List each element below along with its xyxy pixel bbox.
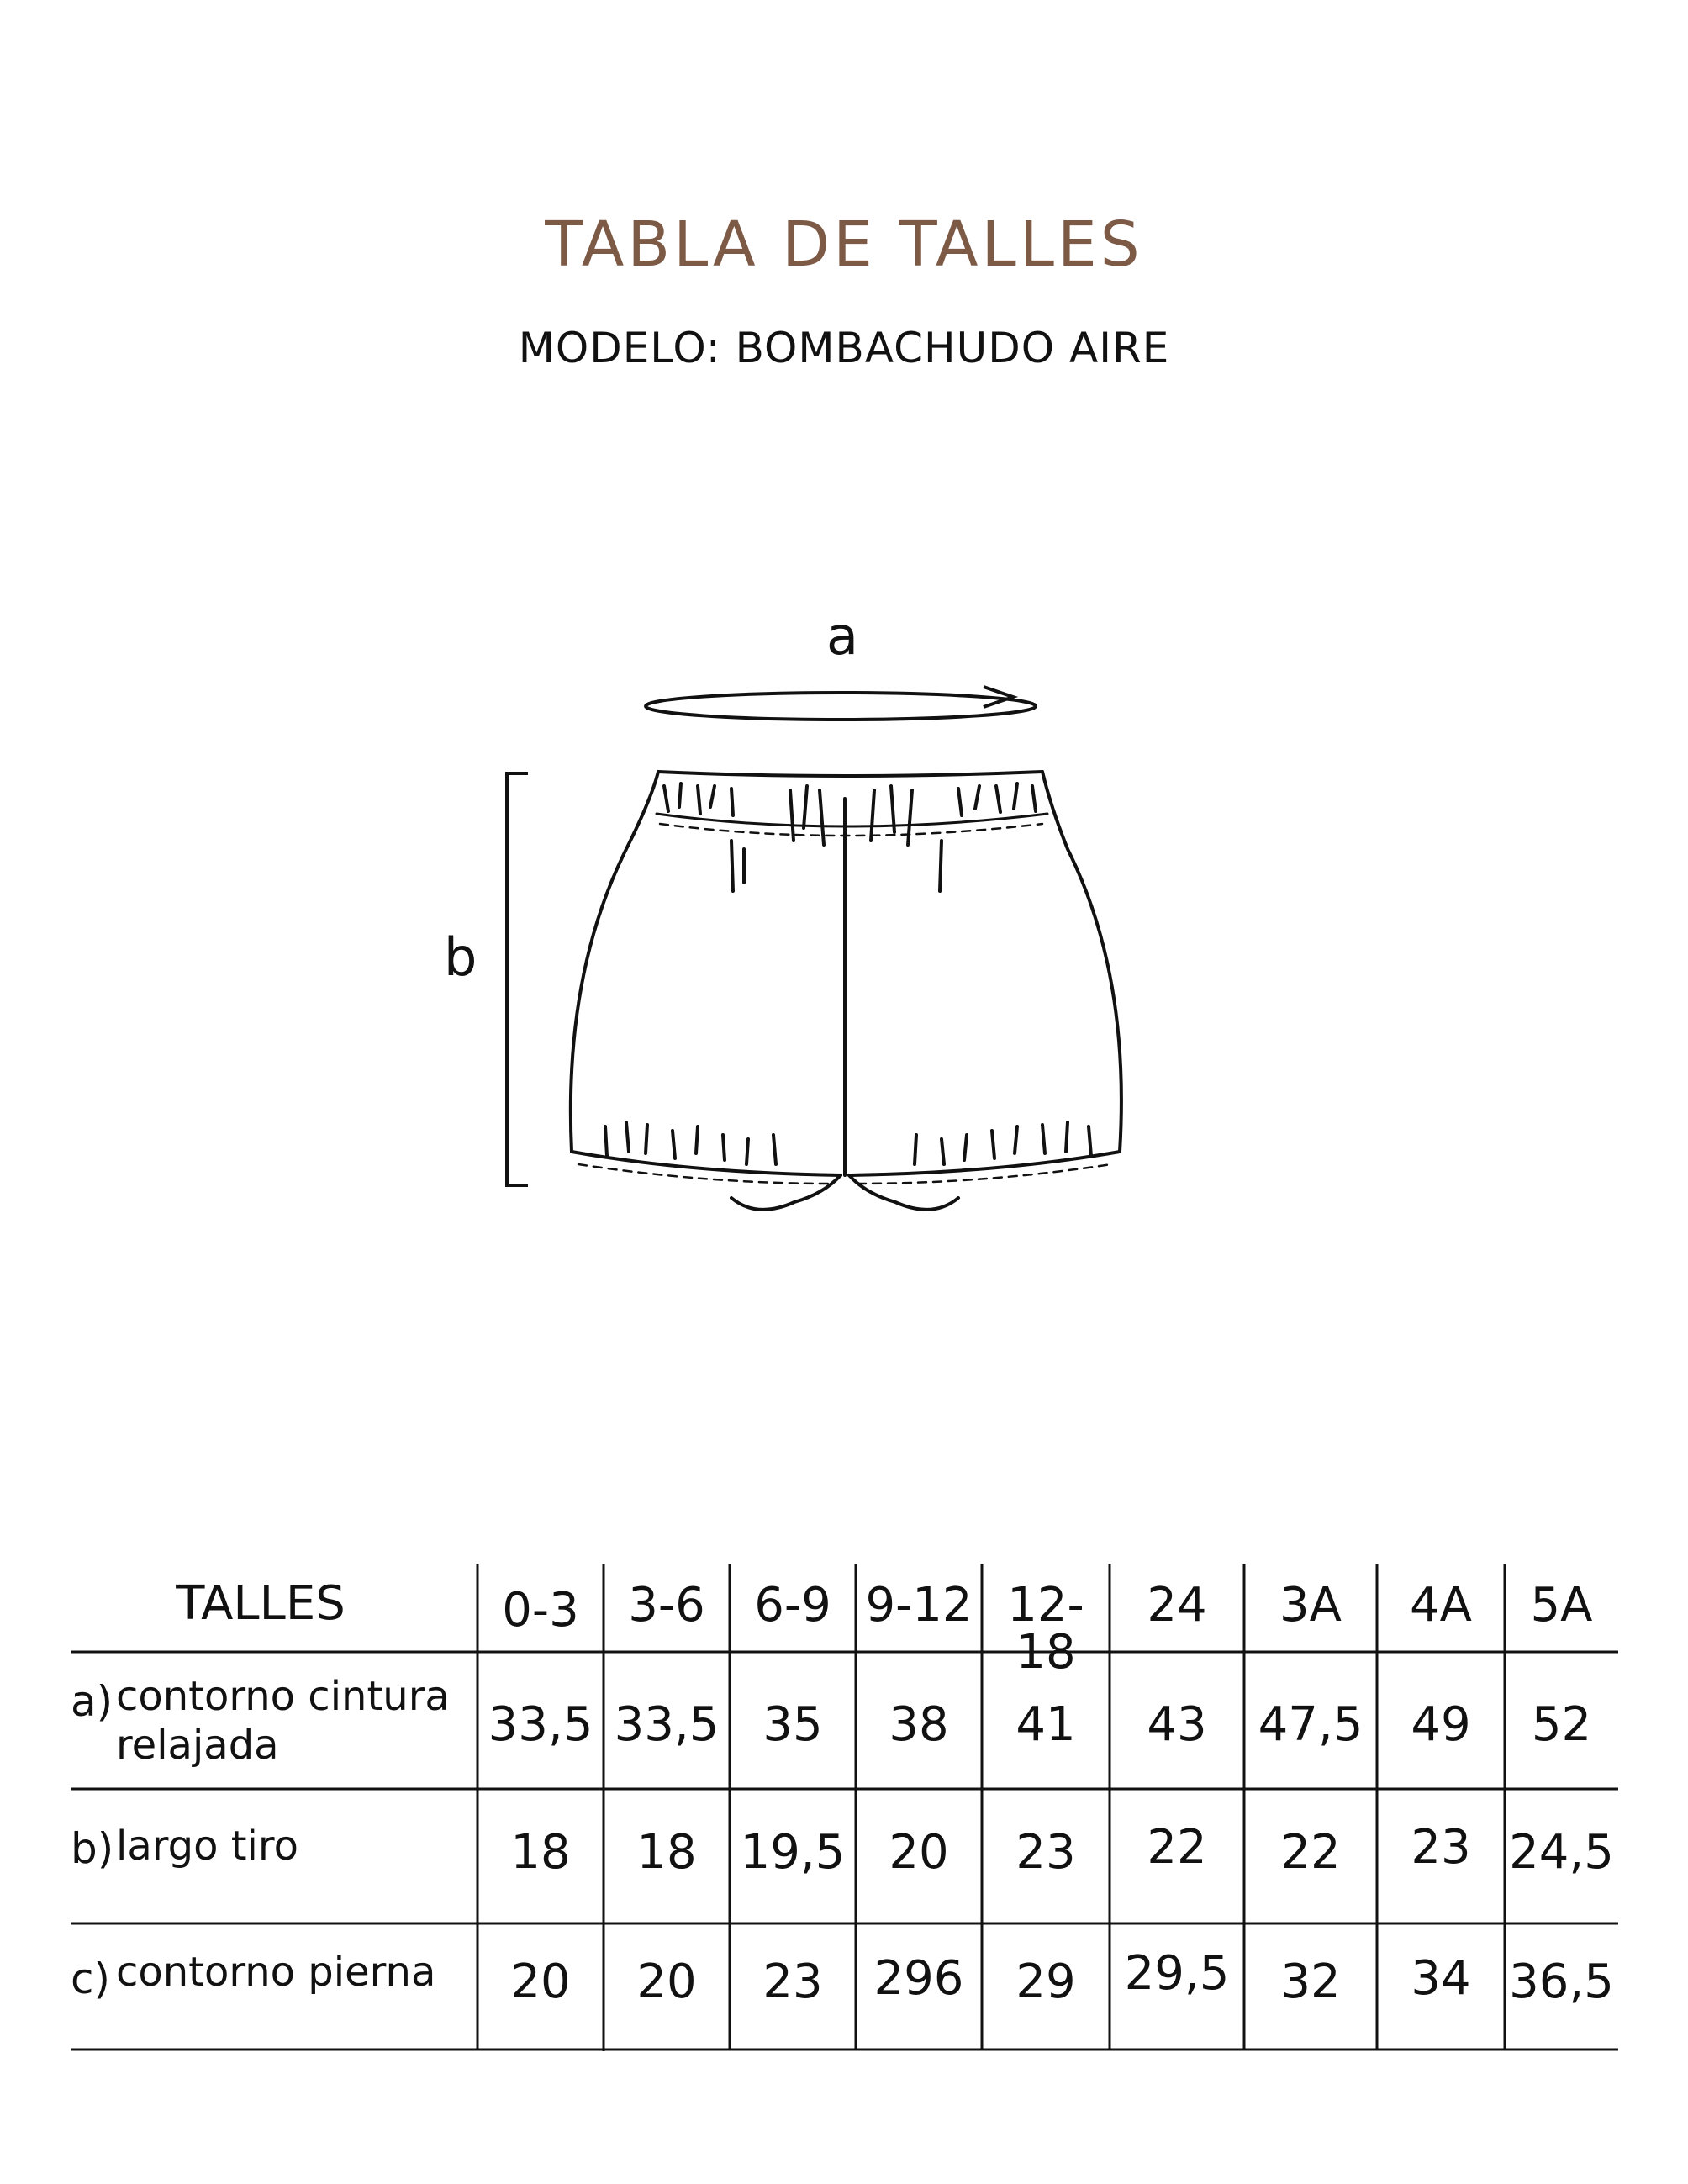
- size-header: 24: [1147, 1578, 1207, 1633]
- row-letter: b): [71, 1824, 114, 1873]
- table-cell: 32: [1280, 1955, 1341, 2009]
- size-header: 3A: [1279, 1578, 1342, 1633]
- model-subtitle: MODELO: BOMBACHUDO AIRE: [518, 324, 1170, 372]
- size-header: 6-9: [754, 1578, 831, 1633]
- table-cell: 19,5: [740, 1825, 846, 1880]
- table-cell: 34: [1411, 1951, 1471, 2006]
- table-cell: 47,5: [1258, 1697, 1364, 1752]
- row-label: contorno cintura: [116, 1673, 450, 1720]
- table-cell: 41: [1015, 1697, 1076, 1752]
- table-cell: 23: [1411, 1820, 1471, 1875]
- table-cell: 35: [762, 1697, 823, 1752]
- row-label: contorno pierna: [116, 1949, 436, 1996]
- table-cell: 33,5: [614, 1697, 720, 1752]
- size-header: 9-12: [865, 1578, 973, 1633]
- table-cell: 49: [1411, 1697, 1471, 1752]
- table-cell: 38: [889, 1697, 949, 1752]
- table-cell: 23: [1015, 1825, 1076, 1880]
- row-letter: a): [71, 1677, 113, 1726]
- table-cell: 22: [1147, 1820, 1207, 1875]
- table-cell: 52: [1531, 1697, 1592, 1752]
- table-cell: 43: [1147, 1697, 1207, 1752]
- table-cell: 20: [889, 1825, 949, 1880]
- table-corner-label: TALLES: [176, 1576, 346, 1631]
- table-cell: 18: [636, 1825, 697, 1880]
- page-title: TABLA DE TALLES: [545, 208, 1143, 281]
- table-cell: 22: [1280, 1825, 1341, 1880]
- row-label-line2: relajada: [116, 1722, 279, 1769]
- table-cell: 296: [873, 1951, 964, 2006]
- size-header: 0-3: [502, 1583, 579, 1638]
- row-label: largo tiro: [116, 1823, 298, 1870]
- measure-label-a: a: [826, 605, 858, 667]
- size-header: 4A: [1410, 1578, 1472, 1633]
- size-header: 12-18: [1007, 1578, 1084, 1680]
- table-cell: 24,5: [1509, 1825, 1614, 1880]
- size-header: 5A: [1530, 1578, 1593, 1633]
- table-cell: 20: [510, 1955, 571, 2009]
- table-cell: 20: [636, 1955, 697, 2009]
- table-cell: 33,5: [488, 1697, 593, 1752]
- table-cell: 29,5: [1124, 1946, 1230, 2001]
- size-header: 3-6: [628, 1578, 705, 1633]
- table-cell: 29: [1015, 1955, 1076, 2009]
- table-cell: 23: [762, 1955, 823, 2009]
- table-cell: 36,5: [1509, 1955, 1614, 2009]
- measure-label-b: b: [444, 926, 477, 988]
- row-letter: c): [71, 1955, 110, 2003]
- table-cell: 18: [510, 1825, 571, 1880]
